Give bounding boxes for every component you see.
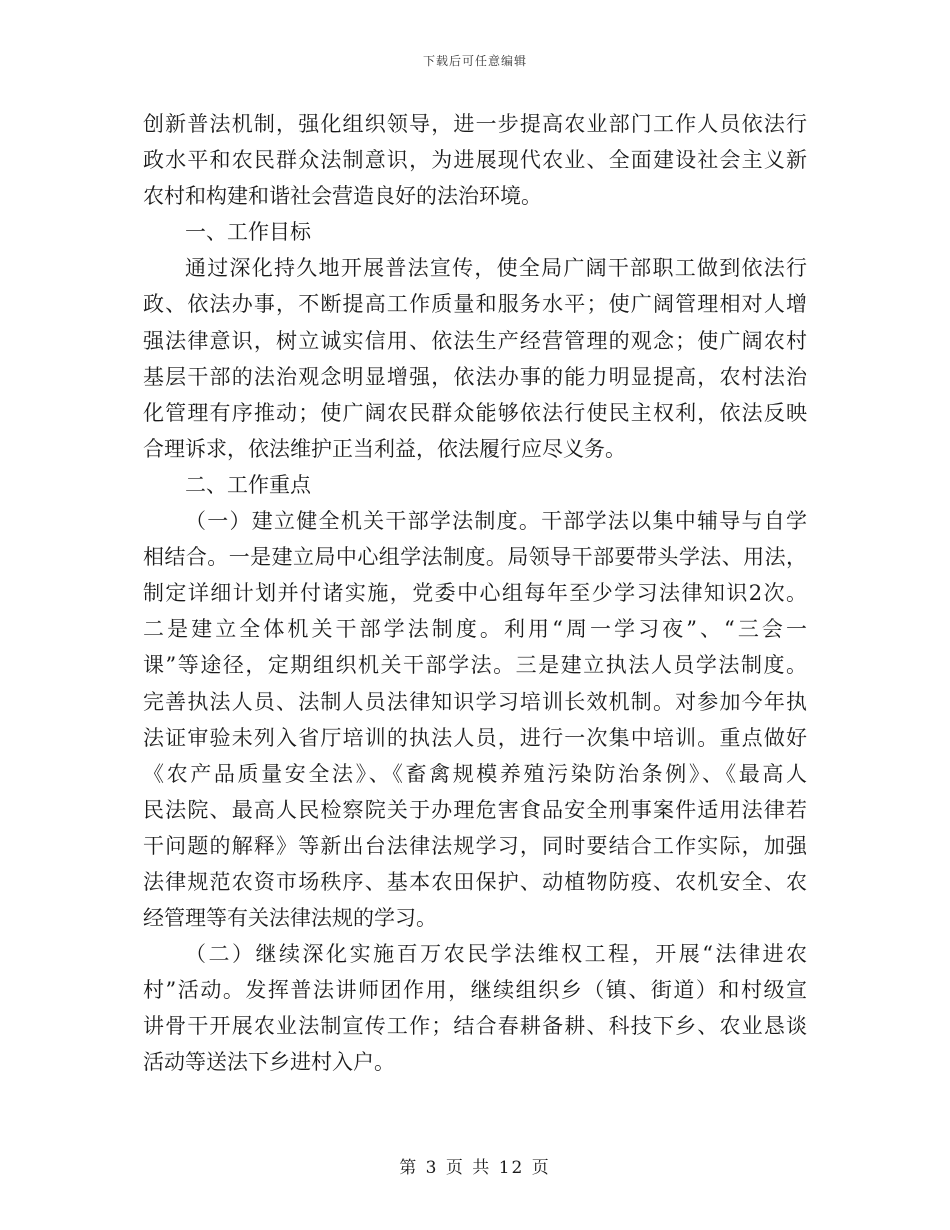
text-line: 完善执法人员、法制人员法律知识学习培训长效机制。对参加今年执 (143, 689, 807, 714)
text-line: 政、依法办事，不断提高工作质量和服务水平；使广阔管理相对人增 (143, 292, 807, 317)
text-line: 基层干部的法治观念明显增强，依法办事的能力明显提高，农村法治 (143, 364, 807, 389)
text-line: 制定详细计划并付诸实施，党委中心组每年至少学习法律知识2次。 (143, 581, 807, 606)
text-line: 强法律意识，树立诚实信用、依法生产经营管理的观念；使广阔农村 (143, 328, 807, 353)
text-line: （一）建立健全机关干部学法制度。干部学法以集中辅导与自学 (185, 509, 807, 534)
page-footer: 第 3 页 共 12 页 (399, 1158, 551, 1178)
text-line: 课”等途径，定期组织机关干部学法。三是建立执法人员学法制度。 (143, 653, 807, 678)
text-line: 村”活动。发挥普法讲师团作用，继续组织乡（镇、街道）和村级宣 (143, 978, 807, 1003)
text-line: 一、工作目标 (185, 220, 311, 245)
text-line: 合理诉求，依法维护正当利益，依法履行应尽义务。 (143, 436, 626, 461)
text-line: 经管理等有关法律法规的学习。 (143, 906, 437, 931)
text-line: 二是建立全体机关干部学法制度。利用“周一学习夜”、“三会一 (143, 617, 807, 642)
text-line: 《农产品质量安全法》、《畜禽规模养殖污染防治条例》、《最高人 (143, 761, 807, 786)
text-line: 法律规范农资市场秩序、基本农田保护、动植物防疫、农机安全、农 (143, 869, 807, 894)
text-line: 活动等送法下乡进村入户。 (143, 1050, 395, 1075)
text-line: 相结合。一是建立局中心组学法制度。局领导干部要带头学法、用法， (143, 545, 807, 570)
text-line: 法证审验未列入省厅培训的执法人员，进行一次集中培训。重点做好 (143, 725, 807, 750)
text-line: 通过深化持久地开展普法宣传，使全局广阔干部职工做到依法行 (185, 256, 807, 281)
text-line: （二）继续深化实施百万农民学法维权工程，开展“法律进农 (185, 942, 807, 967)
text-line: 化管理有序推动；使广阔农民群众能够依法行使民主权利，依法反映 (143, 400, 807, 425)
text-line: 农村和构建和谐社会营造良好的法治环境。 (143, 184, 542, 209)
text-line: 民法院、最高人民检察院关于办理危害食品安全刑事案件适用法律若 (143, 797, 807, 822)
text-line: 创新普法机制，强化组织领导，进一步提高农业部门工作人员依法行 (143, 112, 807, 136)
text-line: 干问题的解释》等新出台法律法规学习，同时要结合工作实际，加强 (143, 833, 807, 858)
text-line: 讲骨干开展农业法制宣传工作；结合春耕备耕、科技下乡、农业恳谈 (143, 1014, 807, 1039)
text-line: 二、工作重点 (185, 472, 311, 497)
document-body (143, 106, 807, 1081)
text-line: 政水平和农民群众法制意识，为进展现代农业、全面建设社会主义新 (143, 148, 807, 173)
page-header: 下载后可任意编辑 (422, 54, 527, 68)
